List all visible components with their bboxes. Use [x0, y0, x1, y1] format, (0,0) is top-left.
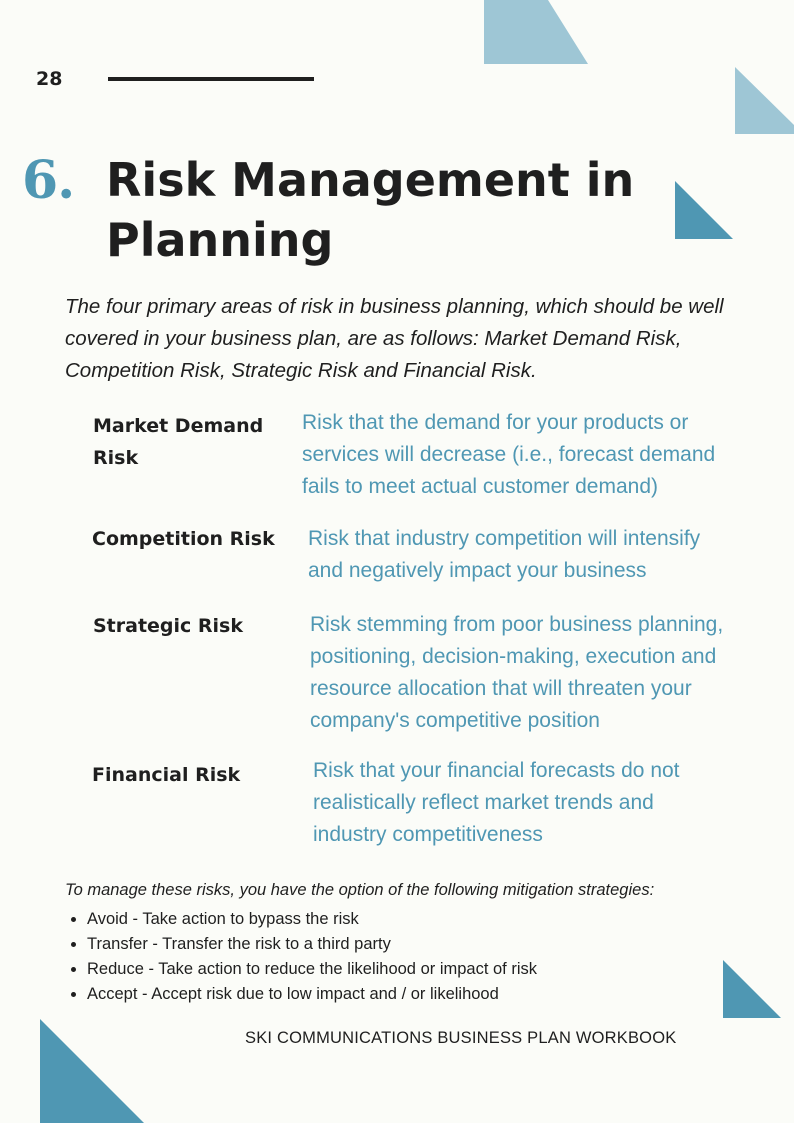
page-number: 28	[36, 68, 63, 90]
intro-paragraph: The four primary areas of risk in business planning, which should be well covered in your business plan, are as follows: Market Demand Risk, Competition Risk, Strategic Risk and Financial Risk.	[65, 295, 724, 382]
list-item: • Avoid - Take action to bypass the risk	[87, 907, 537, 932]
triangle-top-right	[735, 67, 794, 134]
header-rule	[108, 77, 314, 81]
triangle-bottom-left	[40, 1019, 144, 1123]
risk-description-financial: Risk that your financial forecasts do not realistically reflect market trends and industry competitiveness	[313, 759, 680, 846]
risk-term-market-demand: Market Demand Risk	[93, 415, 264, 469]
list-item: • Reduce - Take action to reduce the likelihood or impact of risk	[87, 957, 537, 982]
triangle-bottom-right	[723, 960, 781, 1018]
risk-term-financial: Financial Risk	[92, 764, 241, 786]
mitigation-list	[68, 907, 537, 1007]
list-item: • Accept - Accept risk due to low impact and / or likelihood	[87, 982, 537, 1007]
chapter-number: 6.	[22, 150, 75, 211]
risk-description-competition: Risk that industry competition will intensify and negatively impact your business	[308, 527, 701, 582]
risk-term-strategic: Strategic Risk	[93, 615, 244, 637]
page-title: Risk Management in Planning	[106, 153, 635, 267]
mitigation-intro: To manage these risks, you have the option of the following mitigation strategies:	[65, 881, 655, 899]
list-item: • Transfer - Transfer the risk to a third party	[87, 932, 537, 957]
triangle-mid-right	[675, 181, 733, 239]
risk-description-market-demand: Risk that the demand for your products or services will decrease (i.e., forecast demand fails to meet actual customer demand)	[302, 411, 716, 498]
risk-term-competition: Competition Risk	[92, 528, 275, 550]
risk-description-strategic: Risk stemming from poor business planning, positioning, decision-making, execution and resource allocation that will threaten your company's competitive position	[310, 613, 724, 732]
footer-text: SKI COMMUNICATIONS BUSINESS PLAN WORKBOOK	[245, 1029, 677, 1047]
triangle-top-center	[484, 0, 588, 64]
